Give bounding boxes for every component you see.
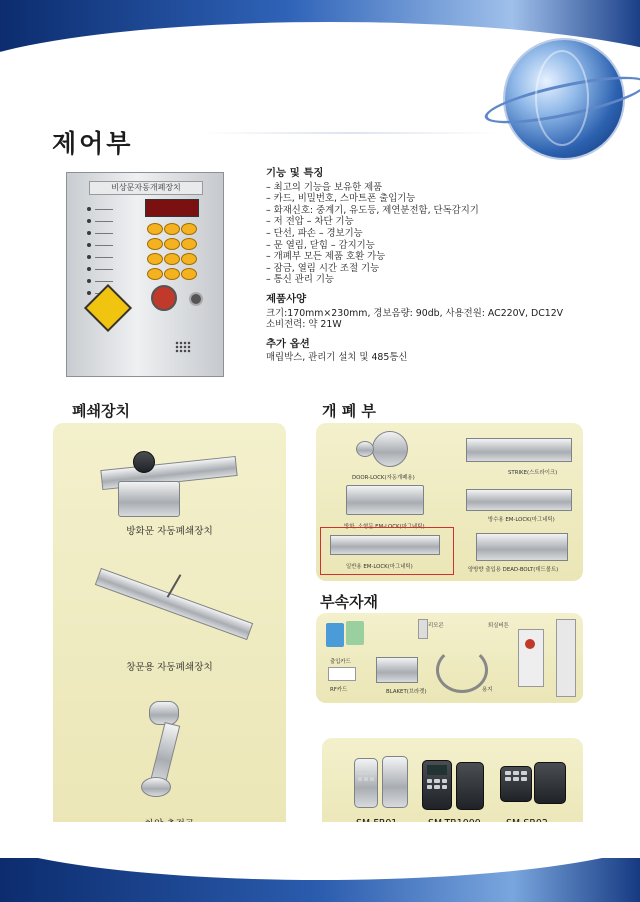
features-heading: 기능 및 특징 xyxy=(266,167,324,179)
control-panel-label: 비상문자동개폐장치 xyxy=(89,181,203,195)
reader-sr02-alt-image xyxy=(534,762,566,804)
key-switch-icon xyxy=(189,292,203,306)
globe-image xyxy=(505,40,623,158)
control-panel-image xyxy=(66,172,224,377)
options-heading: 추가 옵션 xyxy=(266,337,310,350)
accessory-caption: 용지 xyxy=(482,687,493,693)
exit-button-dot-icon xyxy=(525,639,535,649)
reader-sr02-image xyxy=(500,766,532,802)
accessory-caption: RF카드 xyxy=(330,687,348,693)
access-card-icon xyxy=(326,623,344,647)
list-item: – 화재신호: 중계기, 유도등, 제연분전함, 단독감지기 xyxy=(266,205,626,217)
opening-caption: 방화, 소형문 EM-LOCK(마그네틱) xyxy=(344,524,425,530)
opening-caption: 일반용 EM-LOCK(마그네틱) xyxy=(346,564,413,570)
reader-tr1000-alt-image xyxy=(456,762,484,810)
door-lock-knob-image xyxy=(356,441,374,457)
spec-block xyxy=(266,294,626,331)
accessory-caption: BLAKET(브라켓) xyxy=(386,689,427,695)
feature-description xyxy=(266,168,626,364)
reader-tr1000-image xyxy=(422,760,452,810)
locking-device-panel xyxy=(53,423,286,841)
locking-device-heading: 폐쇄장치 xyxy=(72,402,130,420)
locking-caption: 방화문 자동폐쇄장치 xyxy=(126,526,213,537)
opening-device-heading: 개 폐 부 xyxy=(322,402,376,420)
em-lock-small-image xyxy=(346,485,424,515)
strike-image xyxy=(466,438,572,462)
accessory-caption: 리모콘 xyxy=(428,623,444,629)
opening-caption: 방수용 EM-LOCK(마그네틱) xyxy=(488,517,555,523)
opening-caption: STRIKE(스트라이크) xyxy=(508,470,558,476)
panel-display xyxy=(145,199,199,217)
opening-caption: 양방향 출입용 DEAD-BOLT(데드볼트) xyxy=(468,567,559,573)
wall-reader-icon xyxy=(556,619,576,697)
door-closer-body-image xyxy=(118,481,180,517)
accessory-caption: 출입카드 xyxy=(330,659,351,665)
opening-caption: DOOR-LOCK(자동개폐용) xyxy=(352,475,415,481)
accessories-heading: 부속자재 xyxy=(320,593,378,611)
title-divider xyxy=(200,132,500,134)
spec-line: 소비전력: 약 21W xyxy=(266,319,342,331)
dead-bolt-image xyxy=(476,533,568,561)
list-item: – 통신 관리 기능 xyxy=(266,274,626,286)
panel-keypad xyxy=(147,223,193,280)
rf-card-icon xyxy=(328,667,356,681)
door-closer-pivot-image xyxy=(133,451,155,473)
accessory-caption: 퇴실버튼 xyxy=(488,623,509,629)
cable-icon xyxy=(436,647,488,693)
opening-device-panel xyxy=(316,423,583,581)
bracket-icon xyxy=(376,657,418,683)
list-item: – 저 전압 – 차단 기능 xyxy=(266,216,626,228)
em-lock-waterproof-image xyxy=(466,489,572,511)
pressure-port-base-image xyxy=(141,777,171,797)
list-item: – 잠금, 열림 시간 조절 기능 xyxy=(266,263,626,275)
list-item: – 단선, 파손 – 경보기능 xyxy=(266,228,626,240)
exit-button-icon xyxy=(518,629,544,687)
door-lock-image xyxy=(372,431,408,467)
features-list xyxy=(266,182,626,286)
accessories-panel xyxy=(316,613,583,703)
spec-line: 크기:170mm×230mm, 경보음량: 90db, 사용전원: AC220V, DC12V xyxy=(266,307,564,319)
access-card-icon xyxy=(346,621,364,645)
reader-fr01-alt-image xyxy=(382,756,408,808)
list-item: – 카드, 비밀번호, 스마트폰 출입기능 xyxy=(266,193,626,205)
reader-fr01-image xyxy=(354,758,378,808)
remote-icon xyxy=(418,619,428,639)
speaker-grille-icon xyxy=(175,341,191,353)
options-block xyxy=(266,339,626,364)
list-item: – 개폐부 모든 제품 호환 가능 xyxy=(266,251,626,263)
window-closer-image xyxy=(95,568,253,640)
specs-heading: 제품사양 xyxy=(266,292,307,305)
options-line: 매립박스, 관리기 설치 및 485통신 xyxy=(266,352,408,364)
page-title: 제어부 xyxy=(52,129,134,158)
emergency-button-icon xyxy=(151,285,177,311)
locking-caption: 창문용 자동폐쇄장치 xyxy=(126,662,213,673)
em-lock-general-image xyxy=(330,535,440,555)
list-item: – 최고의 기능을 보유한 제품 xyxy=(266,182,626,194)
list-item: – 문 열림, 닫힘 – 감지기능 xyxy=(266,240,626,252)
